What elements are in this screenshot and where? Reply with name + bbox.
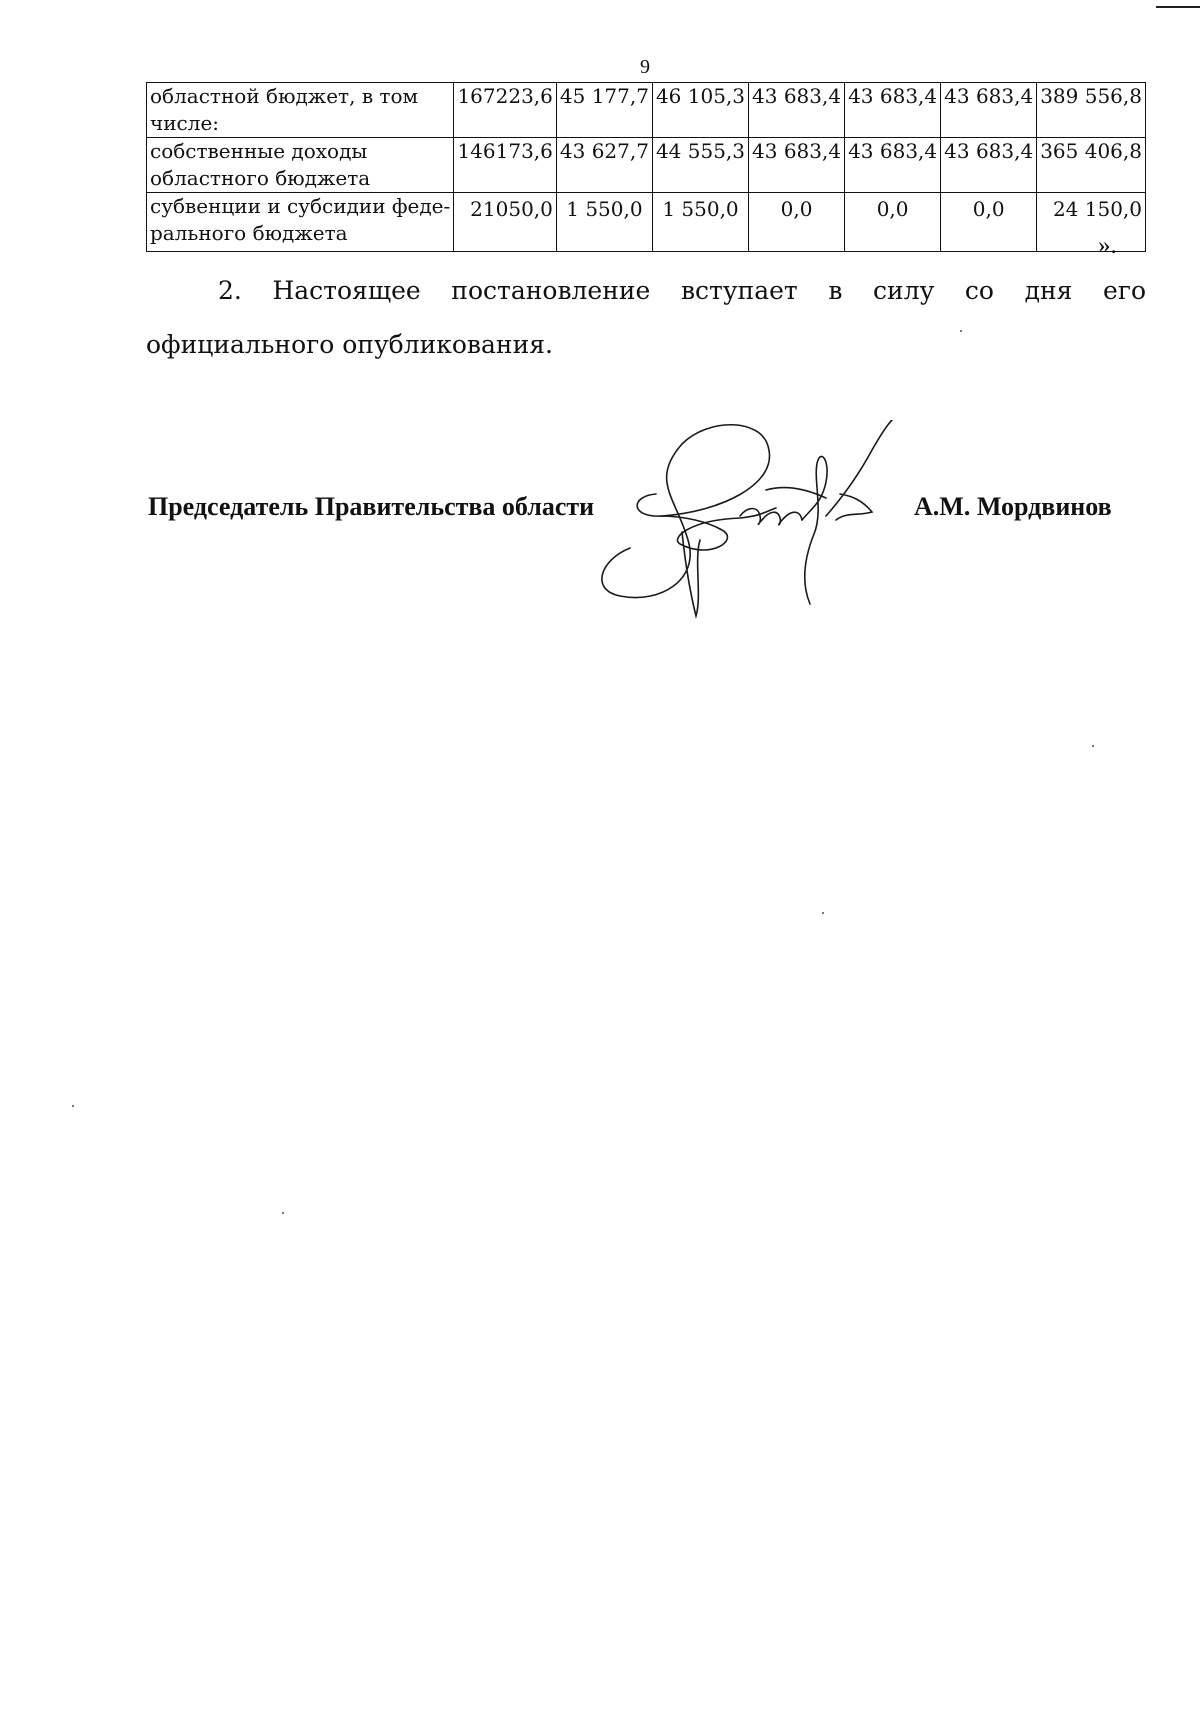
signer-name: А.М. Мордвинов [914,492,1112,521]
table-cell: 43 683,4 [845,138,941,193]
table-cell: 146173,6 [454,138,556,193]
table-cell: 43 683,4 [749,83,845,138]
signer-title: Председатель Правительства области [148,492,595,521]
table-cell: 389 556,8 [1037,83,1146,138]
table-cell: 43 683,4 [845,83,941,138]
table-cell: 43 683,4 [941,83,1037,138]
table-cell: 0,0 [845,193,941,252]
page-number: 9 [640,56,650,78]
table-cell: 24 150,0 [1037,193,1146,252]
table-row [147,83,1146,138]
scan-speck [72,1105,74,1107]
row-label: собственные доходы областного бюджета [147,138,454,193]
scan-speck [282,1212,284,1214]
scan-speck [960,330,962,332]
table-cell: 1 550,0 [556,193,652,252]
table-cell: 1 550,0 [652,193,748,252]
table-row [147,193,1146,252]
table-cell: 45 177,7 [556,83,652,138]
table-cell: 21050,0 [454,193,556,252]
scan-speck [822,912,824,914]
row-label: субвенции и субсидии феде-ральнoго бюджета [147,193,454,252]
closing-quote: ». [1098,232,1117,259]
scan-speck [1092,745,1094,747]
decree-paragraph: 2. Настоящее постановление вступает в силу со дня его официального опубликования. [146,276,1146,359]
table-cell: 43 627,7 [556,138,652,193]
scan-edge-mark [1156,6,1200,8]
budget-table [146,82,1146,252]
table-cell: 365 406,8 [1037,138,1146,193]
table-cell: 43 683,4 [749,138,845,193]
table-cell: 46 105,3 [652,83,748,138]
handwritten-signature [590,420,950,630]
table-cell: 0,0 [941,193,1037,252]
table-row [147,138,1146,193]
table-cell: 167223,6 [454,83,556,138]
table-cell: 43 683,4 [941,138,1037,193]
row-label: областной бюджет, в том числе: [147,83,454,138]
table-cell: 44 555,3 [652,138,748,193]
table-cell: 0,0 [749,193,845,252]
